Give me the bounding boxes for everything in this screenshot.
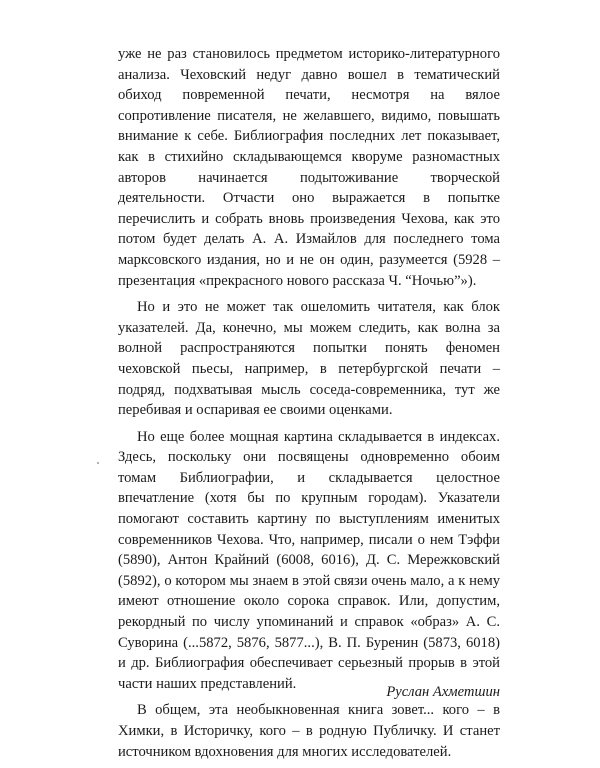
paragraph-2: Но и это не может так ошеломить читателя, как блок указателей. Да, конечно, мы можем следить, как волна за волной распространяются попытки понять феномен чеховской пьесы, например, в петербургской печати – подряд, подхватывая мысль соседа-современника, тут же перебивая и оспаривая ее своими оценками. (118, 299, 500, 419)
paragraph-4: В общем, эта необыкновенная книга зовет... кого – в Химки, в Историчку, кого – в родную Публичку. И станет источником вдохновения для многих исследователей. (118, 702, 500, 760)
paragraph-3: Но еще более мощная картина складывается в индексах. Здесь, поскольку они посвящены одновременно обоим томам Библиографии, и складывается целостное впечатление (хотя бы по крупным городам). Указатели помогают составить картину по выступлениям именитых современников Чехова. Что, например, писали о нем Тэффи (5890), Антон Крайний (6008, 6016), Д. С. Мережковский (5892), о котором мы знаем в этой связи очень мало, а к нему имеют отношение около сорока справок. Или, допустим, рекордный по числу упоминаний и справок «образ» А. С. Суворина (...5872, 5876, 5877...), В. П. Буренин (5873, 6018) и др. Библиография обеспечивает серьезный прорыв в этой части наших представлений. (118, 428, 500, 692)
print-speck (97, 462, 99, 464)
paragraph-1: уже не раз становилось предметом историко-литературного анализа. Чеховский недуг давно вошел в тематический обиход повременной печати, несмотря на вялое сопротивление писателя, не желавшего, видимо, повышать внимание к себе. Библиография последних лет показывает, как в стихийно складывающемся кворуме разномастных авторов начинается подытоживание творческой деятельности. Отчасти оно выражается в попытке перечислить и собрать вновь произведения Чехова, как это потом будет делать А. А. Измайлов для последнего тома марксовского издания, но и не он один, разумеется (5928 – презентация «прекрасного нового рассказа Ч. “Ночью”»). (118, 46, 500, 289)
author-signature: Руслан Ахметшин (386, 684, 500, 700)
body-text (118, 44, 500, 768)
